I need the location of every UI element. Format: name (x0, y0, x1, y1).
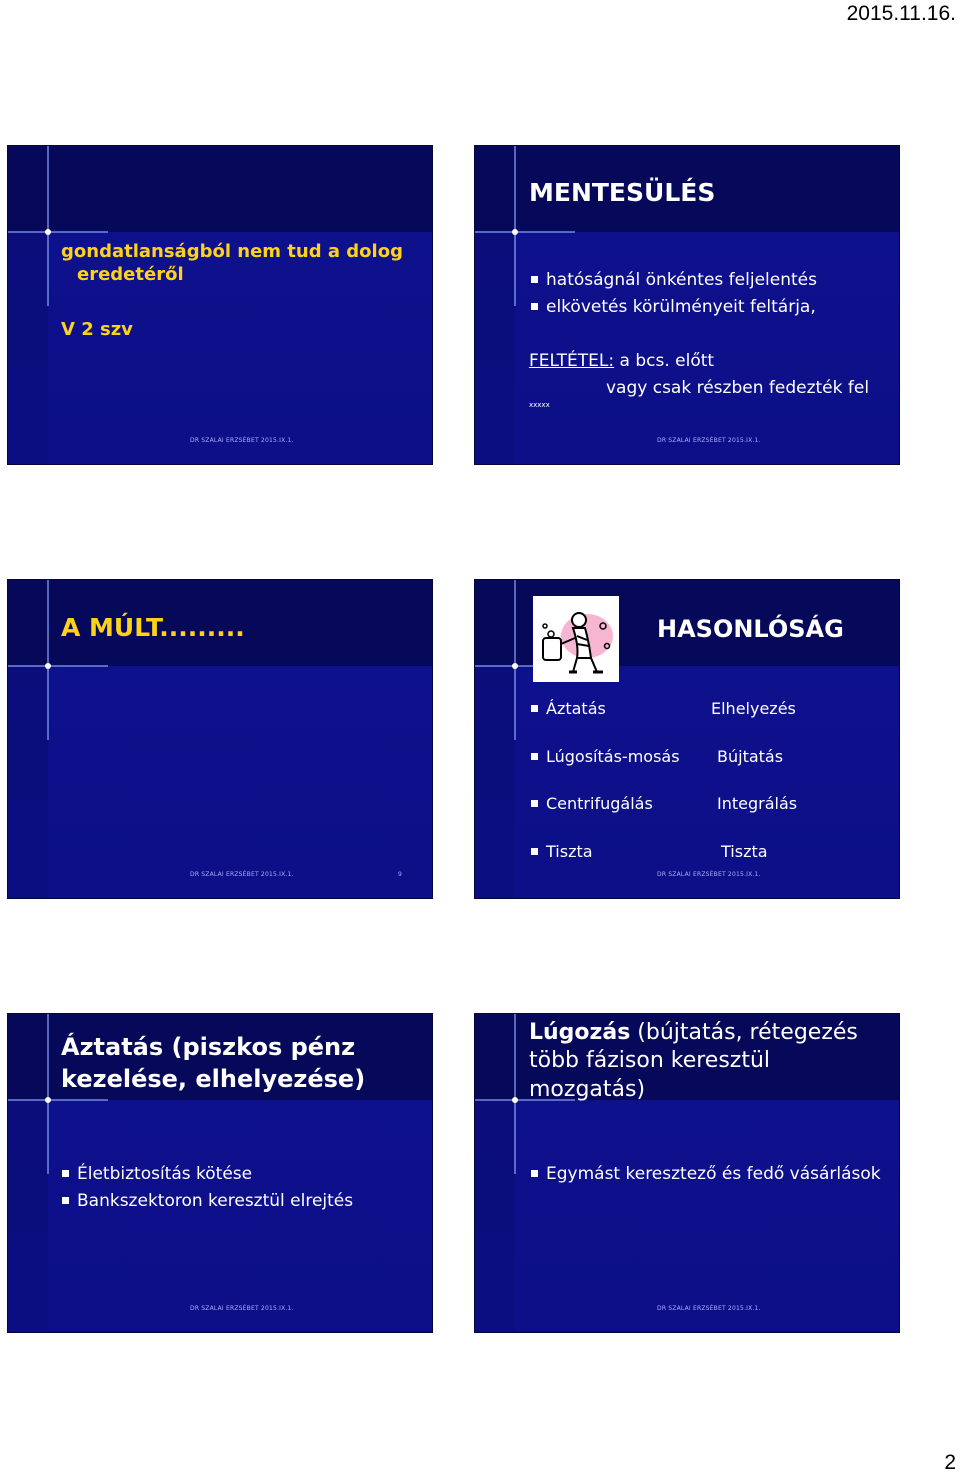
slide-5-bullet-2: Bankszektoron keresztül elrejtés (62, 1191, 353, 1211)
bullet-square-icon (531, 1170, 538, 1177)
slide-2-condition-line-2: vagy csak részben fedezték fel (606, 378, 870, 398)
slide-5 (7, 1013, 433, 1333)
bullet-square-icon (531, 276, 538, 283)
slide-1 (7, 145, 433, 465)
slide-4 (474, 579, 900, 899)
slide-1-line-1: gondatlanságból nem tud a dolog (61, 241, 403, 262)
slide-1-line-3: V 2 szv (61, 319, 133, 340)
slide-4-left-item-1: Áztatás (531, 699, 606, 718)
slide-4-right-item-4: Tiszta (721, 842, 768, 861)
slide-4-right-item-2: Bújtatás (717, 747, 784, 766)
slide-4-title: HASONLÓSÁG (657, 615, 844, 643)
slide-6-bullet-1: Egymást keresztező és fedő vásárlások (531, 1164, 881, 1184)
slide-3 (7, 579, 433, 899)
washing-clipart-image (533, 596, 619, 682)
bullet-square-icon (531, 848, 538, 855)
bullet-square-icon (62, 1197, 69, 1204)
slide-2-bullet-1: hatóságnál önkéntes feljelentés (531, 270, 817, 290)
slide-6-title-line-2: több fázison keresztül (529, 1048, 771, 1073)
slide-footer: DR SZALAI ERZSÉBET 2015.IX.1. (190, 437, 294, 444)
slide-1-line-2: eredetéről (77, 264, 184, 285)
slide-footer: DR SZALAI ERZSÉBET 2015.IX.1. (657, 1305, 761, 1312)
slide-6 (474, 1013, 900, 1333)
slide-4-left-item-4: Tiszta (531, 842, 593, 861)
slide-3-title: A MÚLT......... (61, 613, 245, 642)
bullet-square-icon (62, 1170, 69, 1177)
slide-2-condition: FELTÉTEL: a bcs. előtt (529, 351, 715, 371)
bullet-square-icon (531, 705, 538, 712)
slide-5-title-line-1: Áztatás (piszkos pénz (61, 1033, 356, 1061)
slide-5-bullet-1: Életbiztosítás kötése (62, 1164, 252, 1184)
slide-4-left-item-3: Centrifugálás (531, 794, 653, 813)
slide-4-left-item-2: Lúgosítás-mosás (531, 747, 680, 766)
slide-footer: DR SZALAI ERZSÉBET 2015.IX.1. (657, 437, 761, 444)
slide-footer: DR SZALAI ERZSÉBET 2015.IX.1. (190, 871, 294, 878)
slide-6-title-line-3: mozgatás) (529, 1077, 646, 1102)
bullet-square-icon (531, 753, 538, 760)
bullet-square-icon (531, 800, 538, 807)
slide-footer: DR SZALAI ERZSÉBET 2015.IX.1. (190, 1305, 294, 1312)
bullet-square-icon (531, 303, 538, 310)
slide-5-title-line-2: kezelése, elhelyezése) (61, 1065, 366, 1093)
slide-2-title: MENTESÜLÉS (529, 178, 716, 207)
slide-2 (474, 145, 900, 465)
slide-2-small-note: xxxxx (529, 401, 550, 409)
slide-4-right-item-1: Elhelyezés (711, 699, 796, 718)
slide-4-right-item-3: Integrálás (717, 794, 798, 813)
page-date: 2015.11.16. (846, 2, 956, 25)
slide-number: 9 (398, 871, 402, 878)
slide-2-bullet-2: elkövetés körülményeit feltárja, (531, 297, 816, 317)
slide-footer: DR SZALAI ERZSÉBET 2015.IX.1. (657, 871, 761, 878)
slide-6-title-line-1: Lúgozás (bújtatás, rétegezés (529, 1020, 858, 1045)
page-number: 2 (944, 1451, 956, 1474)
